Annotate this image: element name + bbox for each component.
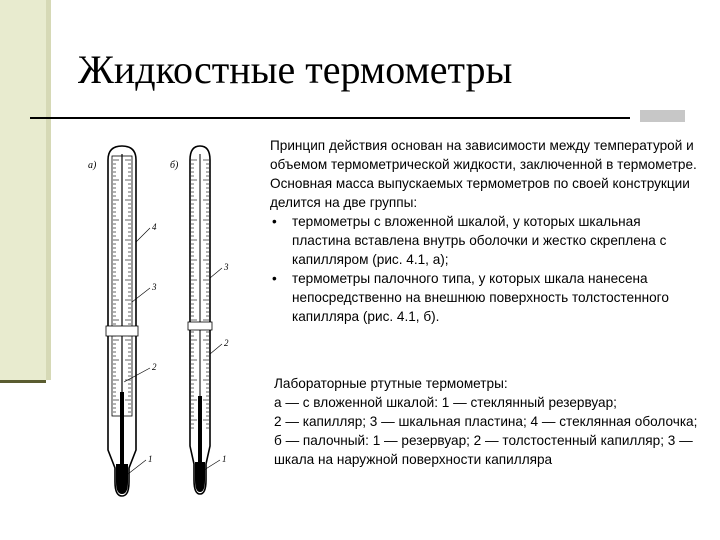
decorative-sidebar	[0, 0, 46, 380]
label-a-1: 1	[148, 454, 153, 464]
decorative-sidebar-accent	[46, 0, 51, 380]
decorative-sidebar-underline	[0, 380, 46, 383]
intro-paragraph-1: Принцип действия основан на зависимости между температурой и объемом термометрической жидкости, заключенной в термометре.	[270, 138, 697, 172]
description-text	[270, 136, 700, 326]
bullet-item	[270, 269, 700, 326]
figure-label-a: а)	[88, 160, 97, 171]
figure-caption	[274, 374, 704, 469]
label-a-4: 4	[152, 222, 157, 232]
thermometer-a	[106, 146, 157, 496]
bullet-list	[270, 212, 700, 326]
label-b-2: 2	[224, 338, 229, 348]
bullet-text: термометры с вложенной шкалой, у которых шкальная пластина вставлена внутрь оболочки и жестко скреплена с капилляром (рис. 4.1, а);	[292, 214, 667, 267]
slide-title: Жидкостные термометры	[78, 47, 513, 92]
bullet-item	[270, 212, 700, 269]
caption-line: 2 — капилляр; 3 — шкальная пластина; 4 — стеклянная оболочка;	[274, 414, 698, 429]
caption-title: Лабораторные ртутные термометры:	[274, 376, 508, 391]
bullet-dot: •	[272, 214, 277, 229]
label-b-3: 3	[224, 262, 229, 272]
intro-paragraph-2: Основная масса выпускаемых термометров по своей конструкции делится на две группы:	[270, 176, 690, 210]
caption-line: б — палочный: 1 — резервуар; 2 — толстостенный капилляр; 3 — шкала на наружной поверхности капилляра	[274, 433, 693, 467]
label-a-3: 3	[152, 282, 157, 292]
thermometer-illustration	[84, 130, 246, 512]
thermometer-b	[188, 146, 229, 494]
bullet-text: термометры палочного типа, у которых шкала нанесена непосредственно на внешнюю поверхность толстостенного капилляра (рис. 4.1, б).	[292, 271, 669, 324]
label-a-2: 2	[152, 362, 157, 372]
title-divider	[30, 117, 630, 119]
figure-label-b: б)	[170, 160, 179, 171]
thermometer-figure	[84, 130, 246, 512]
label-b-1: 1	[222, 454, 227, 464]
caption-line: а — с вложенной шкалой: 1 — стеклянный резервуар;	[274, 395, 617, 410]
bullet-dot: •	[272, 271, 277, 286]
decorative-gray-bar	[640, 110, 685, 122]
